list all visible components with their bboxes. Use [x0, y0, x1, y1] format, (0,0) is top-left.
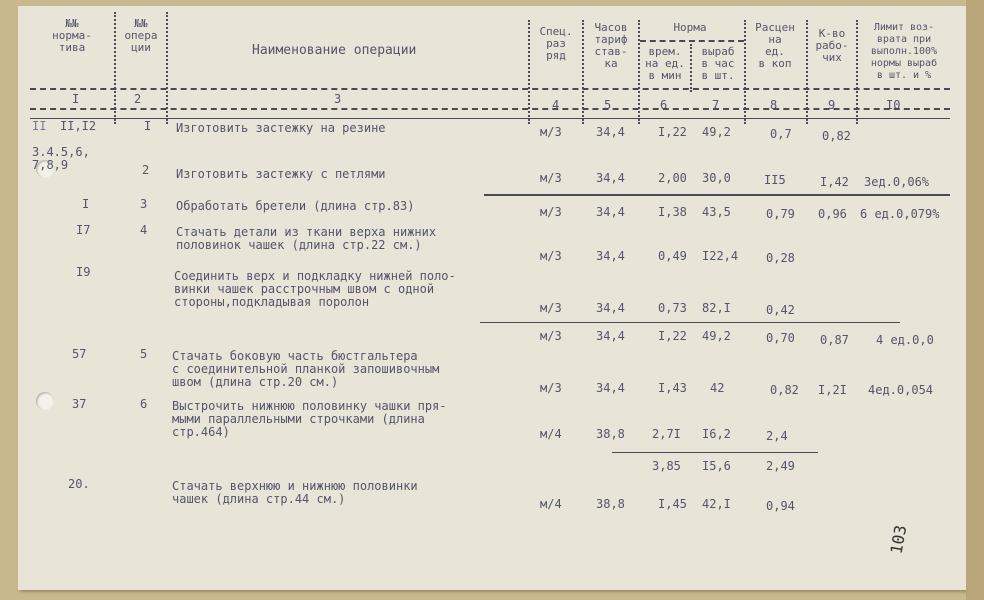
r4-grade: м/3: [540, 249, 562, 263]
r7-rate: 0,82: [770, 383, 799, 397]
r10-rate: 0,94: [766, 499, 795, 513]
r6-workers: 0,87: [820, 333, 849, 347]
r3-limit: 6 ед.0,079%: [860, 207, 940, 221]
r5-tariff: 34,4: [596, 301, 625, 315]
r8-op: 6: [140, 397, 148, 411]
r2-normative: 3.4.5,6, 7,8,9: [32, 145, 90, 172]
r9-output: I5,6: [702, 459, 731, 473]
r2-output: 30,0: [702, 171, 731, 185]
r10-tariff: 38,8: [596, 497, 625, 511]
r4-op: 4: [140, 223, 148, 237]
r7-limit: 4ед.0,054: [868, 383, 934, 397]
r5-grade: м/3: [540, 301, 562, 315]
colnum-7: 7: [712, 98, 720, 112]
r1-normative: II,I2: [60, 119, 97, 133]
r7-time: I,43: [658, 381, 687, 395]
colnum-3: 3: [334, 92, 342, 106]
colnum-5: 5: [604, 98, 612, 112]
colnum-9: 9: [828, 98, 836, 112]
r3-normative: I: [82, 197, 90, 211]
rule-after-r5: [480, 322, 900, 323]
r8-normative: 37: [72, 397, 87, 411]
r8-time: 2,7I: [652, 427, 681, 441]
r8-output: I6,2: [702, 427, 731, 441]
r3-rate: 0,79: [766, 207, 795, 221]
r4-tariff: 34,4: [596, 249, 625, 263]
r5-output: 82,I: [702, 301, 731, 315]
r1-output: 49,2: [702, 125, 731, 139]
r2-rate: II5: [764, 173, 786, 187]
r2-workers: I,42: [820, 175, 849, 189]
r1-name: Изготовить застежку на резине: [176, 121, 386, 135]
rule-after-r8: [612, 452, 818, 453]
r10-grade: м/4: [540, 497, 562, 511]
r3-workers: 0,96: [818, 207, 847, 221]
r6-tariff: 34,4: [596, 329, 625, 343]
r7-op: 5: [140, 347, 148, 361]
r3-tariff: 34,4: [596, 205, 625, 219]
r5-normative: I9: [76, 265, 91, 279]
r3-grade: м/3: [540, 205, 562, 219]
header-tariff-rate: Часов тариф став- ка: [594, 21, 628, 70]
header-rule-mid: [30, 108, 950, 110]
header-operation-name: Наименование операции: [252, 43, 417, 58]
folder-edge: [966, 0, 984, 600]
colnum-2: 2: [134, 92, 142, 106]
r4-rate: 0,28: [766, 251, 795, 265]
r8-grade: м/4: [540, 427, 562, 441]
colnum-10: I0: [886, 98, 901, 112]
header-workers: К-во рабо- чих: [815, 27, 849, 64]
r1-rate: 0,7: [770, 127, 792, 141]
header-grade: Спец. раз ряд: [539, 25, 573, 62]
r5-time: 0,73: [658, 301, 687, 315]
header-norm: Норма: [673, 21, 707, 34]
r7-grade: м/3: [540, 381, 562, 395]
r3-name: Обработать бретели (длина стр.83): [176, 199, 415, 213]
corner-mark: II: [32, 119, 47, 133]
colnum-6: 6: [660, 98, 668, 112]
r1-workers: 0,82: [822, 129, 851, 143]
r4-output: I22,4: [702, 249, 739, 263]
header-time-per-unit: врем. на ед. в мин: [645, 45, 685, 82]
r5-name: Соединить верх и подкладку нижней поло- винки чашек расстрочным швом с одной стороны,подкладывая поролон: [174, 269, 456, 309]
colnum-8: 8: [770, 98, 778, 112]
r8-tariff: 38,8: [596, 427, 625, 441]
r6-time: I,22: [658, 329, 687, 343]
header-rate: Расцен на ед. в коп: [755, 21, 795, 70]
r7-output: 42: [710, 381, 725, 395]
r2-limit: 3ед.0,06%: [864, 175, 930, 189]
r7-normative: 57: [72, 347, 87, 361]
header-output-per-hour: выраб в час в шт.: [701, 45, 735, 82]
r1-grade: м/3: [540, 125, 562, 139]
r10-output: 42,I: [702, 497, 731, 511]
r1-op: I: [144, 119, 152, 133]
r2-time: 2,00: [658, 171, 687, 185]
r3-op: 3: [140, 197, 148, 211]
colnum-4: 4: [552, 98, 560, 112]
r6-output: 49,2: [702, 329, 731, 343]
r6-grade: м/3: [540, 329, 562, 343]
r5-rate: 0,42: [766, 303, 795, 317]
punch-hole-bottom: [36, 392, 54, 410]
header-rule-bottom: [30, 118, 950, 119]
r9-rate: 2,49: [766, 459, 795, 473]
r8-name: Выстрочить нижнюю половинку чашки пря- мыми параллельными строчками (длина стр.464): [172, 399, 447, 439]
r10-normative: 20.: [68, 477, 90, 491]
r1-tariff: 34,4: [596, 125, 625, 139]
header-return-limit: Лимит воз- врата при выполн.100% нормы выраб в шт. и %: [870, 22, 938, 81]
r2-name: Изготовить застежку с петлями: [176, 167, 386, 181]
colnum-1: I: [72, 92, 80, 106]
r4-normative: I7: [76, 223, 91, 237]
r2-tariff: 34,4: [596, 171, 625, 185]
r4-time: 0,49: [658, 249, 687, 263]
r3-output: 43,5: [702, 205, 731, 219]
r2-op: 2: [142, 163, 150, 177]
page-number-handwritten: 103: [886, 523, 911, 556]
r7-name: Стачать боковую часть бюстгальтера с соединительной планкой запошивочным швом (длина стр.20 см.): [172, 349, 440, 389]
r8-rate: 2,4: [766, 429, 788, 443]
r6-rate: 0,70: [766, 331, 795, 345]
r7-workers: I,2I: [818, 383, 847, 397]
header-normative: №№ норма- тива: [52, 17, 92, 54]
r2-grade: м/3: [540, 171, 562, 185]
document-sheet: [18, 6, 968, 590]
r10-name: Стачать верхнюю и нижнюю половинки чашек (длина стр.44 см.): [172, 479, 418, 506]
r3-time: I,38: [658, 205, 687, 219]
r10-time: I,45: [658, 497, 687, 511]
r4-name: Стачать детали из ткани верха нижних половинок чашек (длина стр.22 см.): [176, 225, 437, 252]
r7-tariff: 34,4: [596, 381, 625, 395]
header-operation-no: №№ опера ции: [124, 17, 158, 54]
header-rule-top: [30, 88, 950, 90]
rule-after-r2: [484, 194, 950, 196]
r9-time: 3,85: [652, 459, 681, 473]
norm-divider: [640, 40, 744, 42]
r6-limit: 4 ед.0,0: [876, 333, 934, 347]
r1-time: I,22: [658, 125, 687, 139]
